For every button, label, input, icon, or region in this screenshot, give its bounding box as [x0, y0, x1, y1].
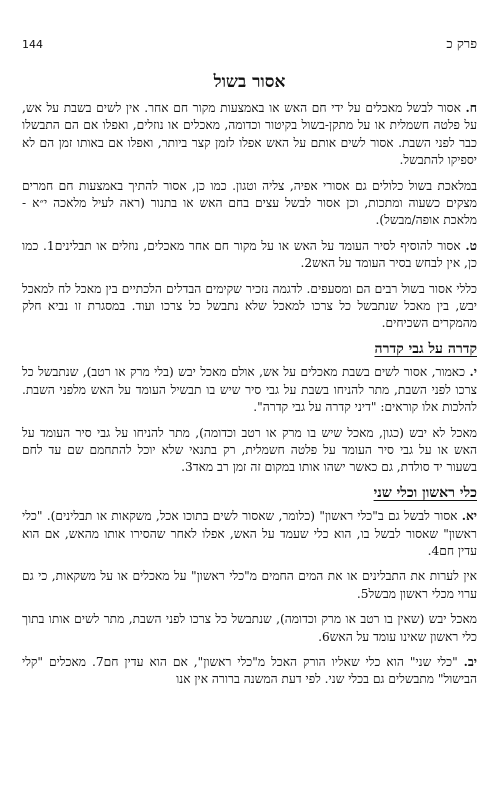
- subsection-heading: כלי ראשון וכלי שני: [373, 484, 477, 501]
- paragraph-text: כאמור, אסור לשים בשבת מאכלים על אש, אולם מאכל יבש (בלי מרק או רטב), שנתבשל כל צרכו לפני השבת, מתר להניחו בשבת על גבי סיר שיש בו תבשיל העומד על האש מלפני השבת. להלכות אלו קוראים: "דיני קדרה על גבי קדרה".: [22, 365, 477, 415]
- paragraph-label: יב.: [463, 654, 477, 669]
- section-title: אסור בשול: [213, 72, 286, 92]
- paragraph: [22, 238, 477, 273]
- paragraph: [22, 654, 477, 689]
- paragraph-label: ט.: [465, 238, 477, 253]
- paragraph: [22, 281, 477, 333]
- paragraph: [22, 611, 477, 646]
- paragraph: [22, 508, 477, 560]
- body-text: [22, 100, 477, 697]
- paragraph: [22, 568, 477, 603]
- paragraph: [22, 364, 477, 416]
- paragraph-text: אסור לבשל מאכלים על ידי חם האש או באמצעות מקור חם אחר. אין לשים בשבת על אש, על פלטה חשמלית או על מתקן-בשול בקיטור וכדומה, מאכלים או נוזלים, ואפלו אם הם התבשלו כבר לפני השבת. אסור לשים אותם על האש אפלו לזמן קצר ביותר, ואפלו אם באותו זמן הם לא יספיקו להתבשל.: [22, 101, 477, 168]
- paragraph-text: אין לערות את התבלינים או את המים החמים מ"כלי ראשון" על מאכלים או על משקאות, כי גם ערוי מכלי ראשון מבשל5.: [22, 569, 477, 601]
- subsection-heading: קדרה על גבי קדרה: [374, 340, 477, 357]
- paragraph-text: במלאכת בשול כלולים גם אסורי אפיה, צליה וטגון. כמו כן, אסור להתיך באמצעות חם חמרים מצקים כשעוה ומתכות, וכן אסור לבשל עצים בחם האש או בתנור (ראה לעיל מלאכה י״א - מלאכת אופה/מבשל).: [22, 178, 477, 228]
- paragraph-text: מאכל לא יבש (כגון, מאכל שיש בו מרק או רטב וכדומה), מתר להניחו על גבי סיר העומד על האש או על גבי סיר העומד על פלטה חשמלית, רק בתנאי שלא יוכל להתחמם שם עד לחם בשעור יד סולדת, גם כאשר ישהו אותו במקום זה זמן רב מאד3.: [22, 425, 477, 475]
- paragraph: [22, 425, 477, 477]
- paragraph-text: כללי אסור בשול רבים הם ומסעפים. לדגמה נזכיר שקימים הבדלים הלכתיים בין מאכל לח למאכל יבש, בין מאכל שנתבשל כל צרכו למאכל שלא נתבשל כל צרכו ועוד. במסגרת זו נביא חלק מהמקרים השכיחים.: [22, 281, 477, 331]
- paragraph-label: ח.: [465, 101, 477, 115]
- page-number: 144: [22, 38, 43, 51]
- paragraph-text: אסור לבשל גם ב"כלי ראשון" (כלומר, שאסור לשים בתוכו אכל, משקאות או תבלינים). "כלי ראשון" שאסור לבשל בו, הוא כלי שעמד על האש, אפלו לאחר שהסירו אותו מהאש, אם הוא עדין חם4.: [22, 509, 477, 558]
- paragraph-text: "כלי שני" הוא כלי שאליו הורק האכל מ"כלי ראשון", אם הוא עדין חם7. מאכלים "קלי הבישול" מתבשלים גם בכלי שני. לפי דעת המשנה ברורה אין אנו: [22, 654, 477, 687]
- paragraph-label: יא.: [461, 509, 477, 524]
- paragraph: [22, 100, 477, 170]
- paragraph-text: מאכל יבש (שאין בו רטב או מרק וכדומה), שנתבשל כל צרכו לפני השבת, מתר לשים אותו בתוך כלי ראשון שאינו עומד על האש6.: [22, 612, 477, 644]
- paragraph-text: אסור להוסיף לסיר העומד על האש או על מקור חם אחר מאכלים, נוזלים או תבלינים1. כמו כן, אין לבחש בסיר העומד על האש2.: [22, 238, 477, 271]
- paragraph-label: י.: [469, 365, 477, 380]
- paragraph: [22, 178, 477, 230]
- chapter-heading: פרק כ: [446, 37, 477, 52]
